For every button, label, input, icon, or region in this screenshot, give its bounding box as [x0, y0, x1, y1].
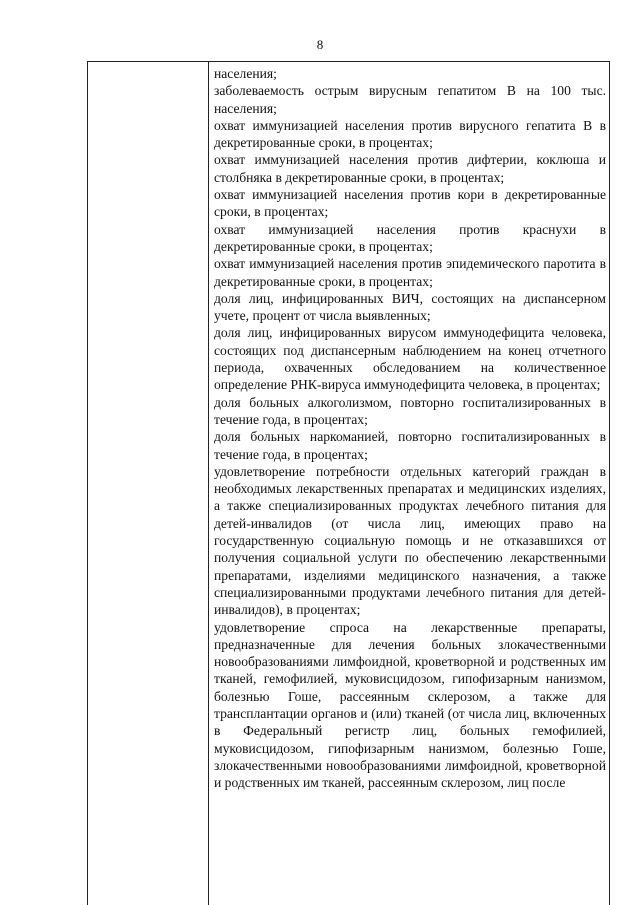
table-left-cell	[88, 62, 208, 905]
paragraph-alcoholism-rehospitalization: доля больных алкоголизмом, повторно госпитализированных в течение года, в процентах;	[214, 394, 606, 427]
paragraph-drug-demand-satisfaction: удовлетворение спроса на лекарственные препараты, предназначенные для лечения больных злокачественными новообразованиями лимфоидной, кроветворной и родственных им тканей, гемофилией, муковисцидозом, гипофизарным нанизмом, болезнью Гоше, рассеянным склерозом, а также для трансплантации органов и (или) тканей (от числа лиц, включенных в Федеральный регистр лиц, больных гемофилией, муковисцидозом, гипофизарным нанизмом, болезнью Гоше, злокачественными новообразованиями лимфоидной, кроветворной и родственных им тканей, рассеянным склерозом, лиц после	[214, 619, 606, 791]
paragraph-drug-addiction-rehospitalization: доля больных наркоманией, повторно госпитализированных в течение года, в процентах;	[214, 429, 606, 462]
paragraph-drug-needs-satisfaction: удовлетворение потребности отдельных категорий граждан в необходимых лекарственных препаратах и медицинских изделиях, а также специализированных продуктах лечебного питания для детей-инвалидов (от числа лиц, имеющих право на государственную социальную помощь и не отказавшихся от получения социальной услуги по обеспечению лекарственными препаратами, изделиями медицинского назначения, а также специализированными продуктами лечебного питания для детей-инвалидов), в процентах;	[214, 463, 606, 618]
table-right-cell	[214, 65, 606, 791]
paragraph-hiv-registered: доля лиц, инфицированных ВИЧ, состоящих на диспансерном учете, процент от числа выявленных;	[214, 290, 606, 324]
paragraph-dtp-coverage: охват иммунизацией населения против дифтерии, коклюша и столбняка в декретированные сроки, в процентах;	[214, 152, 606, 185]
column-divider	[208, 62, 209, 905]
paragraph-hepatitis-b-incidence: заболеваемость острым вирусным гепатитом В на 100 тыс. населения;	[214, 83, 606, 116]
paragraph-rubella-coverage: охват иммунизацией населения против краснухи в декретированные сроки, в процентах;	[214, 221, 606, 254]
paragraph-measles-coverage: охват иммунизацией населения против кори в декретированные сроки, в процентах;	[214, 187, 606, 220]
indicator-table	[87, 61, 610, 905]
page-number: 8	[316, 37, 324, 52]
paragraph-mumps-coverage: охват иммунизацией населения против эпидемического паротита в декретированные сроки, в процентах;	[214, 256, 606, 289]
paragraph-hepatitis-b-coverage: охват иммунизацией населения против вирусного гепатита В в декретированные сроки, в процентах;	[214, 117, 606, 151]
paragraph-population-end: населения;	[214, 66, 277, 81]
paragraph-hiv-rna-testing: доля лиц, инфицированных вирусом иммунодефицита человека, состоящих под диспансерным наблюдением на конец отчетного периода, охваченных обследованием на количественное определение РНК-вируса иммунодефицита человека, в процентах;	[214, 325, 606, 393]
